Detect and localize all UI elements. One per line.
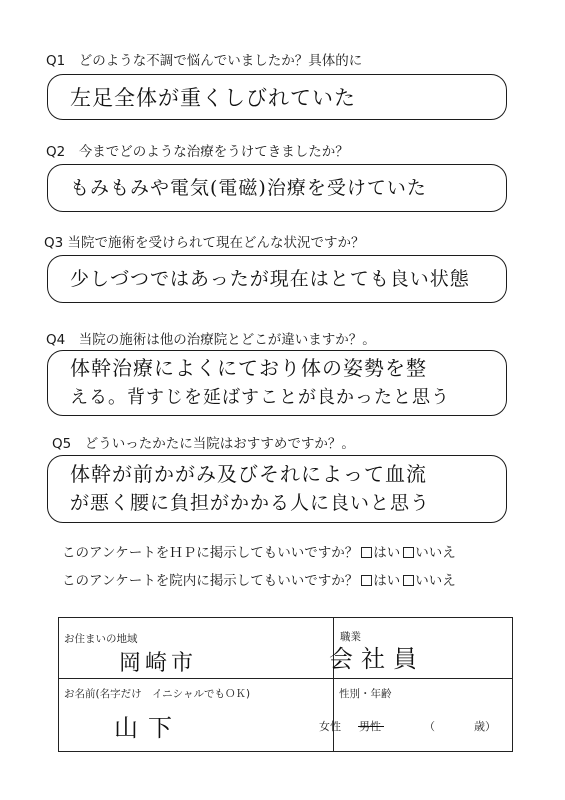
job-label: 職業	[340, 631, 361, 643]
job-value: 会社員	[329, 645, 425, 673]
answer-2-box	[47, 164, 507, 212]
answer-4-line-2: える。背すじを延ばすことが良かったと思う	[70, 387, 450, 408]
gender-female-option: 女性	[319, 720, 341, 733]
gender-age-label: 性別・年齢	[339, 688, 392, 700]
consent-hp-no-label: いいえ	[415, 545, 456, 561]
consent-clinic-question: このアンケートを院内に掲示してもいいですか？	[62, 573, 359, 589]
answer-1-text: 左足全体が重くしびれていた	[70, 86, 356, 110]
consent-hp-question: このアンケートをＨＰに掲示してもいいですか？	[62, 545, 359, 561]
consent-clinic-no-label: いいえ	[415, 573, 456, 589]
name-value: 山下	[114, 714, 182, 742]
table-divider-horizontal	[59, 678, 512, 679]
question-3-label: Q3 当院で施術を受けられて現在どんな状況ですか？	[44, 235, 365, 251]
consent-clinic-yes-checkbox[interactable]	[361, 575, 372, 586]
question-5-label: Q5 どういったかたに当院はおすすめですか？。	[52, 436, 355, 452]
consent-clinic-no-checkbox[interactable]	[403, 575, 414, 586]
consent-hp-row	[62, 541, 456, 561]
area-label: お住まいの地域	[64, 633, 138, 645]
answer-1-box	[47, 74, 507, 120]
answer-4-line-1: 体幹治療によくにており体の姿勢を整	[70, 356, 427, 380]
gender-male-option: 男性	[359, 720, 381, 733]
age-open-paren: （	[424, 720, 435, 733]
consent-clinic-yes-label: はい	[373, 573, 401, 589]
age-close-paren: 歳）	[474, 720, 496, 733]
consent-clinic-row	[62, 569, 456, 589]
answer-3-text: 少しづつではあったが現在はとても良い状態	[70, 268, 470, 290]
answer-4-box	[47, 350, 507, 416]
consent-hp-yes-label: はい	[373, 545, 401, 561]
question-2-label: Q2 今までどのような治療をうけてきましたか？	[46, 144, 349, 160]
question-4-label: Q4 当院の施術は他の治療院とどこが違いますか？。	[46, 332, 376, 348]
question-1-label: Q1 どのような不調で悩んでいましたか？具体的に	[46, 53, 363, 69]
consent-hp-yes-checkbox[interactable]	[361, 547, 372, 558]
consent-hp-no-checkbox[interactable]	[403, 547, 414, 558]
answer-2-text: もみもみや電気(電磁)治療を受けていた	[70, 177, 427, 199]
area-value: 岡崎市	[119, 651, 198, 676]
name-label: お名前(名字だけ イニシャルでもＯＫ)	[64, 688, 251, 700]
answer-5-line-2: が悪く腰に負担がかかる人に良いと思う	[70, 492, 431, 514]
respondent-info-table	[58, 617, 513, 752]
gender-male-circle-mark	[358, 726, 384, 727]
answer-5-line-1: 体幹が前かがみ及びそれによって血流	[70, 462, 427, 486]
answer-3-box	[47, 255, 507, 303]
answer-5-box	[47, 455, 507, 523]
